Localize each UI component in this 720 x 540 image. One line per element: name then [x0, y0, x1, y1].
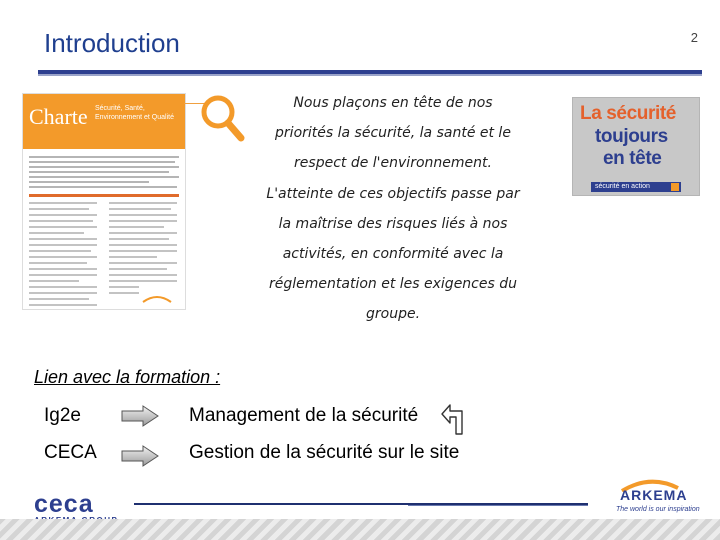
paragraph-line: priorités la sécurité, la santé et le	[275, 125, 511, 142]
return-arrow-icon[interactable]	[440, 403, 464, 435]
right-arrow-icon	[121, 405, 159, 427]
charte-subtitle: Sécurité, Santé, Environnement et Qualité	[95, 105, 174, 121]
securite-logo-line1: La sécurité	[580, 103, 676, 124]
arkema-logo-word: ARKEMA	[620, 487, 688, 503]
title-rule-light	[38, 74, 702, 76]
paragraph-line: activités, en conformité avec la	[282, 246, 504, 263]
securite-logo-line3: en tête	[603, 148, 662, 169]
slide-title: Introduction	[44, 28, 180, 58]
paragraph-line: L'atteinte de ces objectifs passe par	[266, 185, 520, 202]
charte-intro-text	[29, 156, 179, 191]
charte-document-image	[22, 93, 186, 310]
charte-arkema-mark	[141, 294, 173, 303]
footer-rule-light	[408, 505, 588, 506]
securite-logo-line2: toujours	[595, 126, 668, 147]
securite-logo	[572, 97, 700, 196]
page-number: 2	[690, 30, 698, 45]
charte-divider	[29, 194, 179, 197]
paragraph-line: groupe.	[365, 306, 421, 323]
paragraph-line: Nous plaçons en tête de nos	[293, 95, 493, 111]
ceca-logo	[34, 490, 94, 519]
magnifier-icon	[200, 94, 246, 144]
charte-header-band	[23, 94, 185, 149]
course-code: CECA	[44, 442, 97, 463]
lien-heading: Lien avec la formation :	[34, 367, 221, 387]
right-arrow-icon	[121, 445, 159, 467]
footer-band	[0, 519, 720, 540]
securite-badge	[591, 182, 681, 192]
course-title: Management de la sécurité	[189, 405, 419, 426]
charte-title: Charte	[29, 104, 88, 129]
arkema-logo	[612, 478, 708, 518]
arkema-tagline: The world is our inspiration	[616, 506, 700, 513]
intro-paragraph	[248, 88, 538, 330]
course-code: Ig2e	[44, 405, 81, 426]
paragraph-line: la maîtrise des risques liés à nos	[278, 215, 508, 232]
ceca-logo-word: ceca	[34, 490, 94, 518]
securite-badge-label: sécurité en action	[595, 183, 650, 190]
paragraph-line: respect de l'environnement.	[294, 155, 492, 172]
course-title: Gestion de la sécurité sur le site	[189, 442, 460, 463]
paragraph-line: réglementation et les exigences du	[269, 276, 517, 293]
badge-mark-icon	[671, 183, 679, 191]
